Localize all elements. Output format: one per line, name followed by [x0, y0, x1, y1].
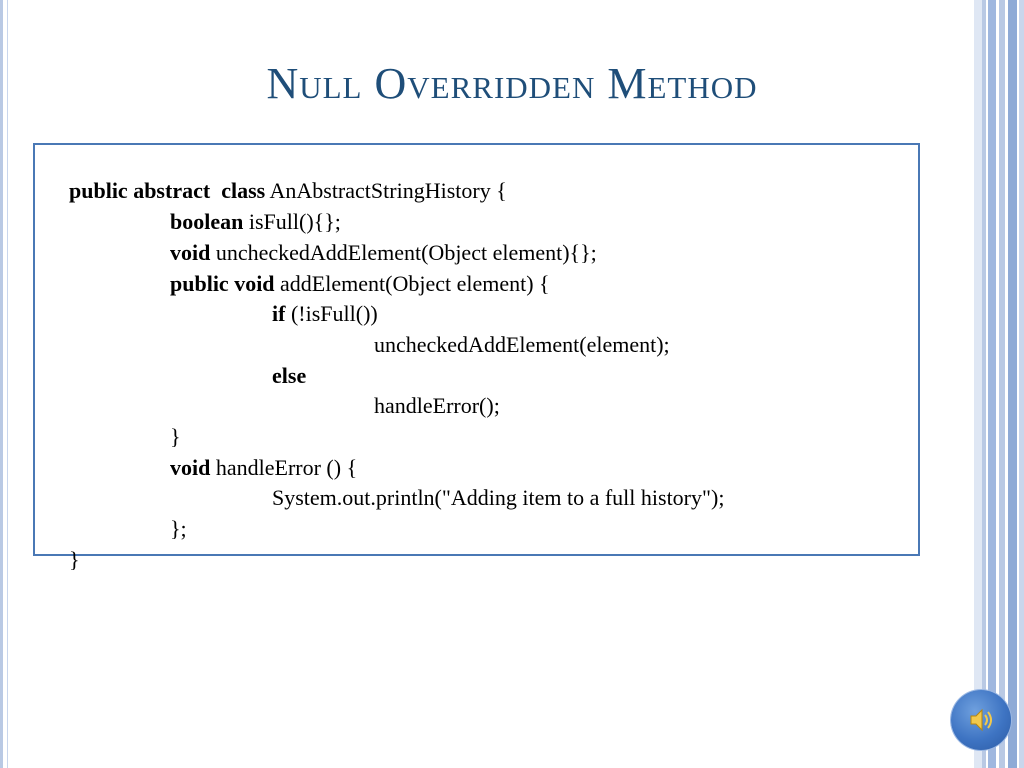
code-block [33, 143, 920, 572]
code-keyword: class [221, 178, 266, 203]
code-keyword: public abstract [69, 178, 211, 203]
code-line [250, 465, 724, 531]
code-text: }; [170, 516, 187, 541]
right-decorative-stripes [974, 0, 1024, 768]
code-text: isFull(){}; [248, 209, 341, 234]
code-line [47, 527, 80, 593]
code-text: addElement(Object element) { [280, 271, 550, 296]
audio-speaker-button[interactable] [951, 690, 1011, 750]
code-keyword: void [170, 240, 211, 265]
code-line [352, 312, 670, 378]
code-text: System.out.println("Adding item to a full history"); [272, 485, 725, 510]
code-text: handleError () { [215, 455, 358, 480]
code-text: } [69, 547, 80, 572]
code-text: uncheckedAddElement(Object element){}; [215, 240, 597, 265]
code-text: } [170, 424, 181, 449]
code-keyword: boolean [170, 209, 244, 234]
code-text: AnAbstractStringHistory { [269, 178, 507, 203]
code-keyword: void [170, 455, 211, 480]
slide-title: Null Overridden Method [266, 59, 758, 108]
speaker-icon [965, 704, 997, 736]
code-text: (!isFull()) [290, 301, 378, 326]
code-text: uncheckedAddElement(element); [374, 332, 670, 357]
code-text: handleError(); [374, 393, 500, 418]
code-keyword: else [272, 363, 307, 388]
code-line [250, 343, 306, 409]
code-keyword: if [272, 301, 286, 326]
code-keyword: public void [170, 271, 275, 296]
code-line [148, 496, 187, 562]
code-line [352, 373, 500, 439]
left-border-stripe [0, 0, 10, 768]
